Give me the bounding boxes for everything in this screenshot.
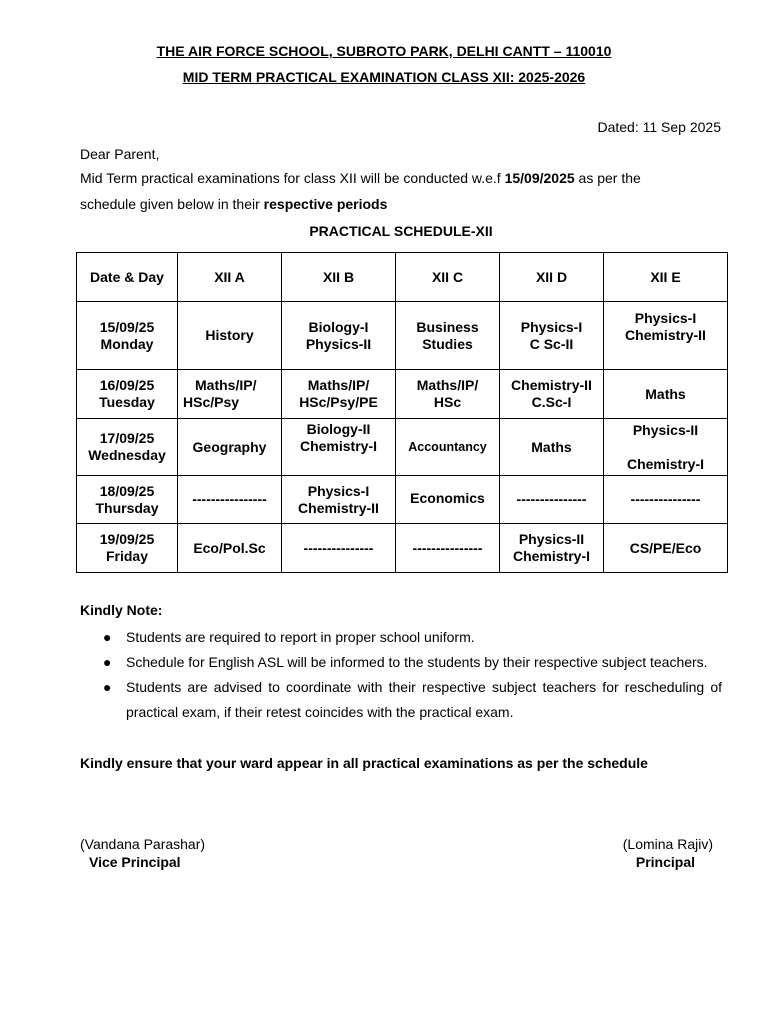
header-xii-c: XII C: [396, 253, 500, 302]
xii-a-cell: History: [178, 302, 282, 370]
xii-d-cell: Physics-II Chemistry-I: [500, 524, 604, 573]
xii-d-cell: Physics-I C Sc-II: [500, 302, 604, 370]
principal-title: Principal: [635, 854, 695, 870]
header-xii-e: XII E: [604, 253, 728, 302]
school-name: THE AIR FORCE SCHOOL, SUBROTO PARK, DELHI CANTT – 110010: [156, 43, 612, 59]
date-cell: 19/09/25 Friday: [77, 524, 178, 573]
bullet-icon: ●: [103, 629, 112, 645]
principal-name: (Lomina Rajiv): [622, 836, 713, 852]
xii-d-cell: Chemistry-II C.Sc-I: [500, 370, 604, 419]
xii-a-cell: ----------------: [178, 476, 282, 524]
respective-periods: respective periods: [263, 196, 388, 212]
xii-e-cell: Maths: [604, 370, 728, 419]
xii-c-cell: Accountancy: [396, 419, 500, 476]
table-row: [77, 370, 728, 419]
notes-list: [80, 625, 722, 725]
list-item: ● Students are required to report in proper school uniform.: [80, 625, 722, 650]
letter-date: Dated: 11 Sep 2025: [597, 119, 721, 135]
date-cell: 17/09/25 Wednesday: [77, 419, 178, 476]
intro-line-1: [80, 170, 730, 186]
header-xii-a: XII A: [178, 253, 282, 302]
date-cell: 18/09/25 Thursday: [77, 476, 178, 524]
date-cell: 15/09/25 Monday: [77, 302, 178, 370]
xii-a-cell: Eco/Pol.Sc: [178, 524, 282, 573]
schedule-table: [76, 252, 728, 573]
list-item: ● Schedule for English ASL will be informed to the students by their respective subject teachers.: [80, 650, 722, 675]
xii-b-cell: ---------------: [282, 524, 396, 573]
xii-c-cell: Business Studies: [396, 302, 500, 370]
notes-heading: Kindly Note:: [80, 602, 163, 618]
intro-text-2: schedule given below in their: [80, 196, 264, 212]
closing-note: Kindly ensure that your ward appear in all practical examinations as per the schedule: [80, 755, 648, 771]
xii-b-cell: Biology-I Physics-II: [282, 302, 396, 370]
xii-c-cell: ---------------: [396, 524, 500, 573]
xii-c-cell: Economics: [396, 476, 500, 524]
xii-e-cell: Physics-II Chemistry-I: [604, 419, 728, 476]
exam-title: MID TERM PRACTICAL EXAMINATION CLASS XII: 2025-2026: [182, 69, 586, 85]
intro-line-2: [80, 196, 387, 212]
bullet-icon: ●: [103, 679, 112, 695]
table-header-row: [77, 253, 728, 302]
header-date-day: Date & Day: [77, 253, 178, 302]
table-row: [77, 419, 728, 476]
xii-a-cell: Geography: [178, 419, 282, 476]
xii-e-cell: Physics-I Chemistry-II: [604, 302, 728, 370]
header-xii-d: XII D: [500, 253, 604, 302]
xii-b-cell: Maths/IP/ HSc/Psy/PE: [282, 370, 396, 419]
table-row: [77, 524, 728, 573]
xii-a-cell: Maths/IP/ HSc/Psy: [178, 370, 282, 419]
vice-principal-title: Vice Principal: [89, 854, 181, 870]
intro-text-end: as per the: [574, 170, 641, 186]
xii-e-cell: CS/PE/Eco: [604, 524, 728, 573]
xii-b-cell: Physics-I Chemistry-II: [282, 476, 396, 524]
salutation: Dear Parent,: [80, 146, 160, 162]
bullet-icon: ●: [103, 654, 112, 670]
xii-e-cell: ---------------: [604, 476, 728, 524]
date-cell: 16/09/25 Tuesday: [77, 370, 178, 419]
start-date: 15/09/2025: [504, 170, 575, 186]
xii-d-cell: ---------------: [500, 476, 604, 524]
list-item: ● Students are advised to coordinate with their respective subject teachers for rescheduling of practical exam, if their retest coincides with the practical exam.: [80, 675, 722, 725]
xii-b-cell: Biology-II Chemistry-I: [282, 419, 396, 476]
table-row: [77, 476, 728, 524]
vice-principal-name: (Vandana Parashar): [80, 836, 206, 852]
intro-text: Mid Term practical examinations for class XII will be conducted w.e.f: [80, 170, 505, 186]
table-row: [77, 302, 728, 370]
schedule-title: PRACTICAL SCHEDULE-XII: [309, 223, 493, 239]
header-xii-b: XII B: [282, 253, 396, 302]
xii-c-cell: Maths/IP/ HSc: [396, 370, 500, 419]
xii-d-cell: Maths: [500, 419, 604, 476]
